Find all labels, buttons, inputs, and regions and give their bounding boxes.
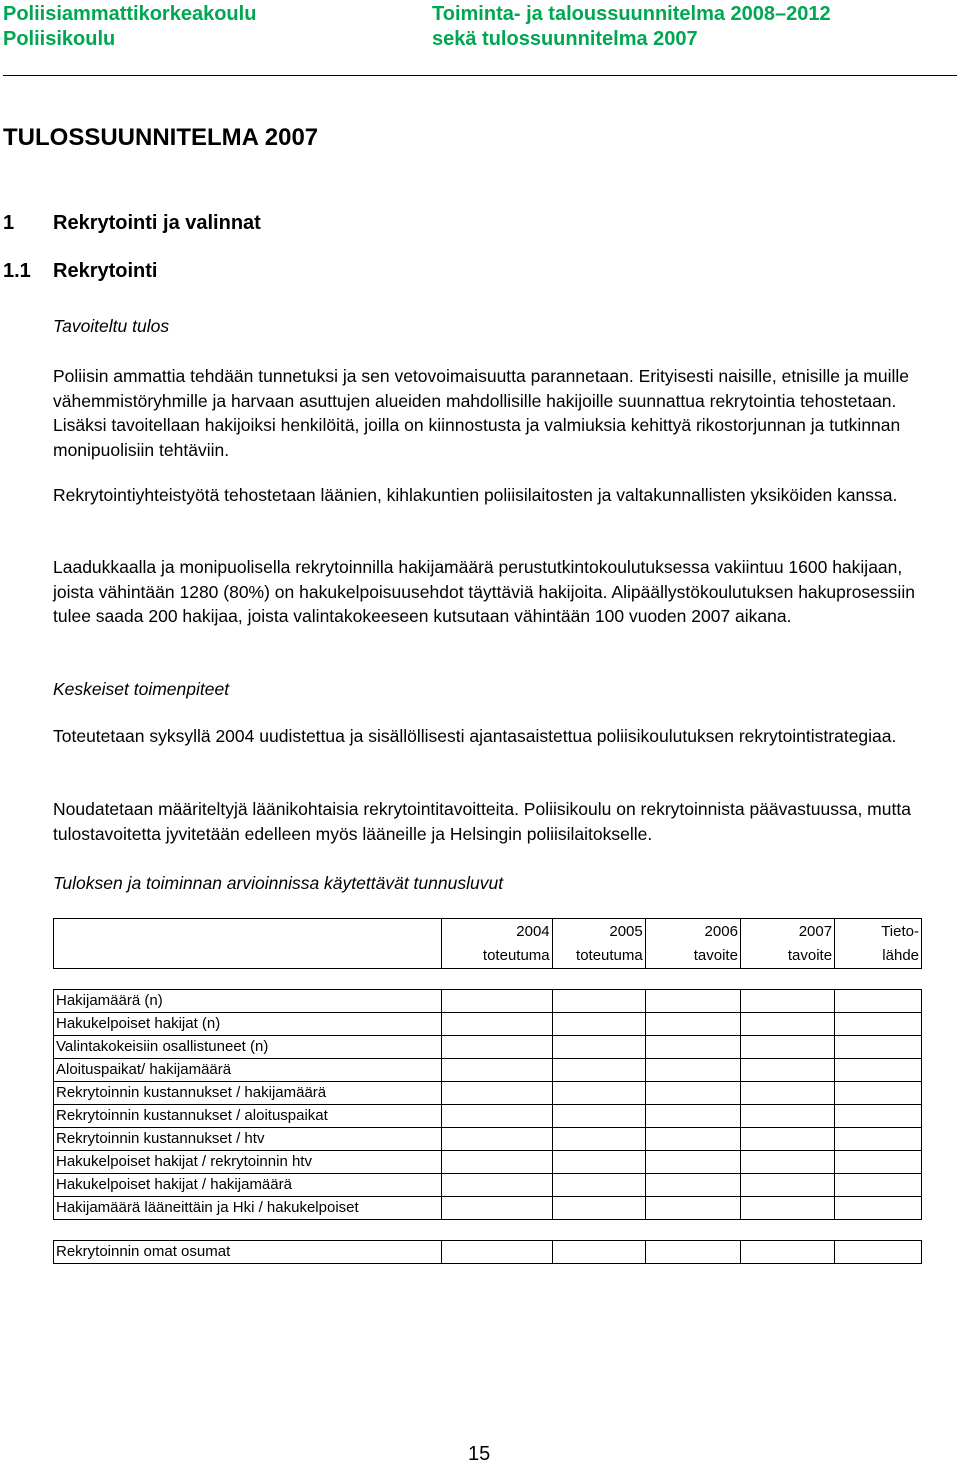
- table-row: [54, 1174, 922, 1197]
- indicator-label: Rekrytoinnin omat osumat: [54, 1241, 442, 1264]
- value-cell: [441, 1128, 552, 1151]
- organization-name: [3, 2, 256, 52]
- indicator-label: Hakijamäärä (n): [54, 990, 442, 1013]
- value-cell: [835, 1174, 922, 1197]
- value-cell: [835, 1151, 922, 1174]
- value-cell: [645, 1036, 740, 1059]
- value-cell: [441, 1013, 552, 1036]
- value-cell: [441, 1174, 552, 1197]
- subsection-number: 1.1: [3, 260, 31, 282]
- value-cell: [740, 1151, 834, 1174]
- value-cell: [645, 1082, 740, 1105]
- value-cell: [835, 1128, 922, 1151]
- value-cell: [645, 1151, 740, 1174]
- value-cell: [645, 1059, 740, 1082]
- value-cell: [740, 1059, 834, 1082]
- table-spacer-row: [54, 1220, 922, 1241]
- value-cell: [645, 1128, 740, 1151]
- value-cell: [552, 1036, 645, 1059]
- header-col-2006: 2006 tavoite: [645, 919, 740, 969]
- table-row: [54, 1082, 922, 1105]
- value-cell: [740, 1082, 834, 1105]
- indicators-table: [53, 918, 922, 1264]
- table-row: [54, 1128, 922, 1151]
- indicator-label: Hakukelpoiset hakijat / hakijamäärä: [54, 1174, 442, 1197]
- indicator-label: Rekrytoinnin kustannukset / htv: [54, 1128, 442, 1151]
- table-group-2: [54, 1241, 922, 1264]
- target-paragraph-2: Rekrytointiyhteistyötä tehostetaan läänien, kihlakuntien poliisilaitosten ja valtakunnallisten yksiköiden kanssa.: [53, 485, 898, 505]
- value-cell: [441, 1105, 552, 1128]
- header-col-2004: 2004 toteutuma: [441, 919, 552, 969]
- section-title: Rekrytointi ja valinnat: [53, 212, 261, 234]
- section-number: 1: [3, 212, 15, 234]
- table-row: [54, 1151, 922, 1174]
- indicator-label: Rekrytoinnin kustannukset / hakijamäärä: [54, 1082, 442, 1105]
- value-cell: [740, 1036, 834, 1059]
- value-cell: [552, 1128, 645, 1151]
- action-paragraph-2: Noudatetaan määriteltyjä läänikohtaisia rekrytointitavoitteita. Poliisikoulu on rekrytoinnista päävastuussa, mutta tulostavoitetta jyvitetään edelleen myös lääneille ja Helsingin poliisilaitokselle.: [53, 799, 911, 844]
- value-cell: [835, 1036, 922, 1059]
- organization-line-1: Poliisiammattikorkeakoulu: [3, 3, 257, 25]
- value-cell: [441, 1241, 552, 1264]
- value-cell: [552, 1174, 645, 1197]
- value-cell: [441, 1082, 552, 1105]
- subheading-target-result: Tavoiteltu tulos: [53, 316, 170, 336]
- value-cell: [740, 1128, 834, 1151]
- table-row: [54, 1059, 922, 1082]
- value-cell: [441, 1059, 552, 1082]
- value-cell: [835, 1241, 922, 1264]
- value-cell: [441, 1197, 552, 1220]
- header-col-source: Tieto- lähde: [835, 919, 922, 969]
- value-cell: [835, 1197, 922, 1220]
- value-cell: [740, 1197, 834, 1220]
- value-cell: [835, 1013, 922, 1036]
- table-row: [54, 1197, 922, 1220]
- table-row: [54, 1013, 922, 1036]
- value-cell: [552, 1197, 645, 1220]
- header-rule: [3, 75, 957, 76]
- indicator-label: Rekrytoinnin kustannukset / aloituspaikat: [54, 1105, 442, 1128]
- header-col-2007: 2007 tavoite: [740, 919, 834, 969]
- value-cell: [740, 1105, 834, 1128]
- value-cell: [441, 1151, 552, 1174]
- page-header: [0, 2, 960, 74]
- table-group-1: [54, 990, 922, 1220]
- indicator-label: Hakukelpoiset hakijat (n): [54, 1013, 442, 1036]
- subheading-key-actions: Keskeiset toimenpiteet: [53, 679, 230, 699]
- value-cell: [552, 1059, 645, 1082]
- value-cell: [552, 1105, 645, 1128]
- section-heading-1: [3, 210, 261, 236]
- indicator-label: Hakijamäärä lääneittäin ja Hki / hakukelpoiset: [54, 1197, 442, 1220]
- document-name-line-1: Toiminta- ja taloussuunnitelma 2008–2012: [432, 3, 831, 25]
- value-cell: [645, 1105, 740, 1128]
- value-cell: [645, 1174, 740, 1197]
- value-cell: [740, 1241, 834, 1264]
- value-cell: [552, 990, 645, 1013]
- target-paragraph-3: Laadukkaalla ja monipuolisella rekrytoinnilla hakijamäärä perustutkintokoulutuksessa vakiintuu 1600 hakijaan, joista vähintään 1280 (80%) on hakukelpoisuusehdot täyttäviä hakijoita. Alipäällystökoulutuksen hakuprosessiin tulee saada 200 hakijaa, joista valintakokeeseen kutsutaan vähintään 100 vuoden 2007 aikana.: [53, 557, 915, 626]
- action-paragraph-1: Toteutetaan syksyllä 2004 uudistettua ja sisällöllisesti ajantasaistettua poliisikoulutuksen rekrytointistrategiaa.: [53, 726, 897, 746]
- value-cell: [441, 1036, 552, 1059]
- value-cell: [552, 1013, 645, 1036]
- section-heading-1-1: [3, 258, 157, 284]
- value-cell: [441, 990, 552, 1013]
- value-cell: [740, 990, 834, 1013]
- header-empty-cell: [54, 919, 442, 969]
- table-spacer-row: [54, 969, 922, 990]
- value-cell: [645, 1197, 740, 1220]
- value-cell: [645, 990, 740, 1013]
- page-number: 15: [468, 1443, 491, 1465]
- subheading-indicators: Tuloksen ja toiminnan arvioinnissa käytettävät tunnusluvut: [53, 873, 504, 893]
- value-cell: [835, 1082, 922, 1105]
- organization-line-2: Poliisikoulu: [3, 28, 116, 50]
- value-cell: [835, 1059, 922, 1082]
- document-name-line-2: sekä tulossuunnitelma 2007: [432, 28, 698, 50]
- indicator-label: Aloituspaikat/ hakijamäärä: [54, 1059, 442, 1082]
- value-cell: [552, 1151, 645, 1174]
- value-cell: [552, 1241, 645, 1264]
- value-cell: [740, 1174, 834, 1197]
- target-paragraph-1: Poliisin ammattia tehdään tunnetuksi ja sen vetovoimaisuutta parannetaan. Erityisesti naisille, etnisille ja muille vähemmistöryhmille ja harvaan asuttujen alueiden mahdollisille hakijoille suunnattua rekrytointia tehostetaan. Lisäksi tavoitellaan hakijoiksi henkilöitä, joilla on kiinnostusta ja valmiuksia kehittyä rikostorjunnan ja tutkinnan monipuolisiin tehtäviin.: [53, 366, 910, 460]
- indicator-label: Valintakokeisiin osallistuneet (n): [54, 1036, 442, 1059]
- table-header-row: [54, 919, 922, 969]
- value-cell: [552, 1082, 645, 1105]
- table-row: [54, 1241, 922, 1264]
- indicator-label: Hakukelpoiset hakijat / rekrytoinnin htv: [54, 1151, 442, 1174]
- table-row: [54, 990, 922, 1013]
- table-row: [54, 1105, 922, 1128]
- value-cell: [645, 1241, 740, 1264]
- value-cell: [835, 990, 922, 1013]
- document-name: [432, 2, 831, 52]
- header-col-2005: 2005 toteutuma: [552, 919, 645, 969]
- indicators-table-wrapper: [53, 918, 923, 1264]
- value-cell: [740, 1013, 834, 1036]
- table-row: [54, 1036, 922, 1059]
- value-cell: [835, 1105, 922, 1128]
- value-cell: [645, 1013, 740, 1036]
- subsection-title: Rekrytointi: [53, 260, 158, 282]
- page-title: TULOSSUUNNITELMA 2007: [3, 124, 319, 151]
